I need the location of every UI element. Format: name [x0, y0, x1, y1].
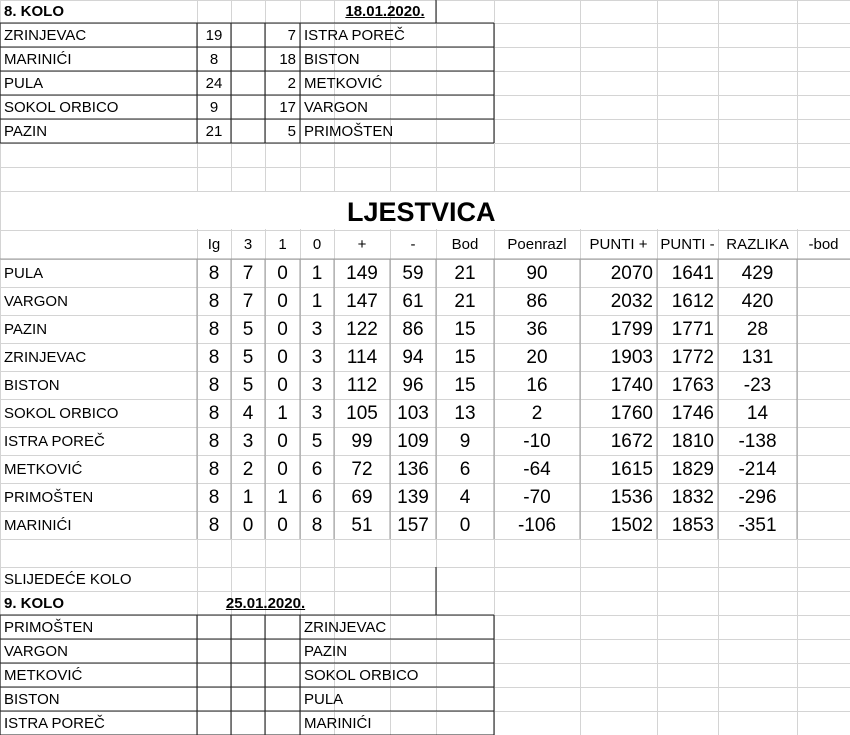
standings-value[interactable]: -70 — [523, 486, 551, 508]
home-team[interactable]: PULA — [4, 74, 44, 92]
standings-value[interactable]: 8 — [208, 402, 220, 424]
standings-value[interactable]: 8 — [208, 514, 220, 536]
standings-value[interactable]: 1 — [277, 402, 288, 424]
standings-value[interactable]: 8 — [208, 262, 220, 284]
next-home-team[interactable]: ISTRA POREČ — [4, 714, 105, 732]
standings-value[interactable]: 0 — [277, 262, 288, 284]
standings-value[interactable]: 1615 — [610, 458, 653, 480]
next-away-team[interactable]: PULA — [304, 690, 344, 708]
standings-value[interactable]: 0 — [459, 514, 471, 536]
away-score[interactable]: 18 — [279, 50, 296, 68]
round-label[interactable]: 8. KOLO — [4, 3, 65, 20]
standings-value[interactable]: 4 — [242, 402, 254, 424]
column-header[interactable]: 3 — [243, 236, 253, 253]
away-team[interactable]: PRIMOŠTEN — [304, 122, 394, 140]
standings-team[interactable]: PULA — [4, 264, 44, 282]
standings-value[interactable]: 1760 — [610, 402, 653, 424]
column-header[interactable]: 0 — [312, 236, 322, 253]
standings-value[interactable]: 3 — [311, 374, 323, 396]
standings-value[interactable]: 1612 — [671, 290, 714, 312]
standings-value[interactable]: 0 — [242, 514, 254, 536]
standings-value[interactable]: -214 — [738, 458, 777, 480]
away-team[interactable]: ISTRA POREČ — [304, 26, 405, 44]
standings-value[interactable]: 1672 — [610, 430, 653, 452]
standings-value[interactable]: 36 — [526, 318, 548, 340]
standings-value[interactable]: 103 — [397, 402, 429, 424]
standings-value[interactable]: 1772 — [671, 346, 714, 368]
next-away-team[interactable]: PAZIN — [304, 642, 348, 660]
standings-value[interactable]: 1763 — [671, 374, 714, 396]
standings-value[interactable]: 122 — [346, 318, 378, 340]
standings-value[interactable]: 429 — [741, 262, 774, 284]
standings-value[interactable]: 6 — [459, 458, 471, 480]
standings-team[interactable]: BISTON — [4, 376, 60, 394]
standings-value[interactable]: 109 — [397, 430, 429, 452]
standings-value[interactable]: 0 — [277, 430, 288, 452]
standings-value[interactable]: 105 — [346, 402, 378, 424]
standings-value[interactable]: 86 — [526, 290, 548, 312]
home-score[interactable]: 21 — [205, 122, 223, 140]
next-away-team[interactable]: MARINIĆI — [304, 714, 372, 732]
away-team[interactable]: VARGON — [304, 98, 368, 116]
standings-value[interactable]: 8 — [208, 458, 220, 480]
home-score[interactable]: 9 — [209, 98, 219, 116]
standings-value[interactable]: 8 — [208, 346, 220, 368]
column-header[interactable]: PUNTI - — [660, 236, 715, 253]
standings-value[interactable]: 59 — [402, 262, 424, 284]
standings-value[interactable]: 21 — [454, 290, 476, 312]
standings-value[interactable]: 20 — [526, 346, 548, 368]
standings-value[interactable]: 1746 — [671, 402, 714, 424]
standings-value[interactable]: 13 — [454, 402, 476, 424]
standings-value[interactable]: 8 — [208, 374, 220, 396]
standings-value[interactable]: -106 — [517, 514, 557, 536]
round-date[interactable]: 18.01.2020. — [345, 3, 425, 20]
standings-value[interactable]: 94 — [402, 346, 424, 368]
standings-value[interactable]: -138 — [738, 430, 777, 452]
standings-value[interactable]: 1502 — [610, 514, 653, 536]
standings-value[interactable]: 21 — [454, 262, 476, 284]
standings-value[interactable]: 8 — [208, 486, 220, 508]
next-home-team[interactable]: PRIMOŠTEN — [4, 618, 94, 636]
standings-team[interactable]: MARINIĆI — [4, 516, 72, 534]
column-header[interactable]: -bod — [808, 236, 839, 253]
home-team[interactable]: SOKOL ORBICO — [4, 98, 119, 116]
home-team[interactable]: PAZIN — [4, 122, 48, 140]
standings-value[interactable]: 0 — [277, 318, 288, 340]
standings-value[interactable]: 2070 — [610, 262, 653, 284]
standings-value[interactable]: 139 — [397, 486, 429, 508]
standings-value[interactable]: 16 — [526, 374, 548, 396]
standings-value[interactable]: 7 — [242, 290, 254, 312]
standings-value[interactable]: -10 — [523, 430, 551, 452]
standings-value[interactable]: 1641 — [671, 262, 714, 284]
next-away-team[interactable]: ZRINJEVAC — [304, 618, 387, 636]
standings-value[interactable]: 3 — [242, 430, 254, 452]
column-header[interactable]: Ig — [207, 236, 221, 253]
home-score[interactable]: 8 — [209, 50, 219, 68]
standings-team[interactable]: PRIMOŠTEN — [4, 488, 94, 506]
column-header[interactable]: RAZLIKA — [726, 236, 789, 253]
standings-value[interactable]: 1 — [311, 290, 323, 312]
standings-value[interactable]: 96 — [402, 374, 424, 396]
standings-value[interactable]: 7 — [242, 262, 254, 284]
home-team[interactable]: MARINIĆI — [4, 50, 72, 68]
standings-value[interactable]: 112 — [346, 374, 378, 396]
next-round-label[interactable]: SLIJEDEĆE KOLO — [4, 570, 132, 588]
standings-value[interactable]: 1771 — [671, 318, 714, 340]
standings-value[interactable]: 0 — [277, 514, 288, 536]
standings-value[interactable]: 1799 — [610, 318, 653, 340]
standings-team[interactable]: SOKOL ORBICO — [4, 404, 119, 422]
column-header[interactable]: PUNTI + — [589, 236, 648, 253]
standings-value[interactable]: 5 — [311, 430, 323, 452]
standings-value[interactable]: 28 — [746, 318, 769, 340]
away-team[interactable]: METKOVIĆ — [304, 74, 383, 92]
standings-value[interactable]: 3 — [311, 318, 323, 340]
standings-value[interactable]: 136 — [397, 458, 429, 480]
standings-value[interactable]: 1903 — [610, 346, 653, 368]
next-home-team[interactable]: VARGON — [4, 642, 68, 660]
away-score[interactable]: 17 — [279, 98, 296, 116]
next-round-number[interactable]: 9. KOLO — [4, 594, 65, 612]
standings-value[interactable]: 114 — [346, 346, 378, 368]
standings-value[interactable]: 2 — [531, 402, 543, 424]
standings-value[interactable]: 8 — [311, 514, 323, 536]
standings-value[interactable]: 2 — [242, 458, 254, 480]
standings-value[interactable]: 51 — [351, 514, 373, 536]
standings-team[interactable]: ISTRA POREČ — [4, 432, 105, 450]
standings-value[interactable]: 86 — [402, 318, 424, 340]
standings-value[interactable]: 147 — [346, 290, 378, 312]
column-header[interactable]: + — [357, 236, 367, 253]
standings-value[interactable]: 1 — [242, 486, 254, 508]
standings-value[interactable]: 72 — [351, 458, 373, 480]
standings-value[interactable]: 131 — [741, 346, 774, 368]
standings-value[interactable]: 420 — [741, 290, 774, 312]
standings-title[interactable]: LJESTVICA — [347, 197, 496, 227]
standings-value[interactable]: -23 — [743, 374, 772, 396]
away-score[interactable]: 7 — [287, 26, 296, 44]
standings-value[interactable]: 9 — [459, 430, 471, 452]
standings-value[interactable]: 15 — [454, 318, 476, 340]
standings-value[interactable]: 1536 — [610, 486, 653, 508]
standings-value[interactable]: 1832 — [671, 486, 714, 508]
standings-team[interactable]: VARGON — [4, 292, 68, 310]
standings-value[interactable]: 1 — [277, 486, 288, 508]
standings-value[interactable]: 1810 — [671, 430, 714, 452]
standings-value[interactable]: -296 — [738, 486, 777, 508]
standings-value[interactable]: 15 — [454, 374, 476, 396]
away-team[interactable]: BISTON — [304, 50, 360, 68]
standings-value[interactable]: 1853 — [671, 514, 714, 536]
next-home-team[interactable]: BISTON — [4, 690, 60, 708]
next-round-date[interactable]: 25.01.2020. — [225, 594, 306, 612]
standings-team[interactable]: ZRINJEVAC — [4, 348, 87, 366]
home-score[interactable]: 19 — [205, 26, 223, 44]
standings-team[interactable]: METKOVIĆ — [4, 460, 83, 478]
standings-value[interactable]: 61 — [402, 290, 424, 312]
standings-value[interactable]: 6 — [311, 458, 323, 480]
home-score[interactable]: 24 — [205, 74, 223, 92]
standings-value[interactable]: 5 — [242, 346, 254, 368]
standings-value[interactable]: 4 — [459, 486, 471, 508]
next-away-team[interactable]: SOKOL ORBICO — [304, 666, 419, 684]
column-header[interactable]: Poenrazl — [507, 236, 567, 253]
standings-value[interactable]: 14 — [746, 402, 769, 424]
home-team[interactable]: ZRINJEVAC — [4, 26, 87, 44]
standings-team[interactable]: PAZIN — [4, 320, 48, 338]
standings-value[interactable]: 1740 — [610, 374, 653, 396]
standings-value[interactable]: 15 — [454, 346, 476, 368]
standings-value[interactable]: 0 — [277, 374, 288, 396]
standings-value[interactable]: 6 — [311, 486, 323, 508]
away-score[interactable]: 2 — [287, 74, 296, 92]
standings-value[interactable]: 1829 — [671, 458, 714, 480]
standings-value[interactable]: 5 — [242, 374, 254, 396]
standings-value[interactable]: 8 — [208, 318, 220, 340]
standings-value[interactable]: 2032 — [610, 290, 653, 312]
column-header[interactable]: Bod — [451, 236, 479, 253]
away-score[interactable]: 5 — [287, 122, 296, 140]
column-header[interactable]: - — [410, 236, 416, 253]
column-header[interactable]: 1 — [278, 236, 287, 253]
standings-value[interactable]: 149 — [346, 262, 378, 284]
standings-value[interactable]: 99 — [351, 430, 373, 452]
standings-value[interactable]: 8 — [208, 290, 220, 312]
standings-value[interactable]: 0 — [277, 458, 288, 480]
standings-value[interactable]: 0 — [277, 346, 288, 368]
standings-value[interactable]: 3 — [311, 402, 323, 424]
standings-value[interactable]: 1 — [311, 262, 323, 284]
standings-value[interactable]: -351 — [738, 514, 777, 536]
standings-value[interactable]: 5 — [242, 318, 254, 340]
standings-value[interactable]: 8 — [208, 430, 220, 452]
next-home-team[interactable]: METKOVIĆ — [4, 666, 83, 684]
standings-value[interactable]: 90 — [526, 262, 548, 284]
standings-value[interactable]: 69 — [351, 486, 373, 508]
standings-value[interactable]: 3 — [311, 346, 323, 368]
standings-value[interactable]: 157 — [397, 514, 429, 536]
standings-value[interactable]: -64 — [523, 458, 551, 480]
standings-value[interactable]: 0 — [277, 290, 288, 312]
